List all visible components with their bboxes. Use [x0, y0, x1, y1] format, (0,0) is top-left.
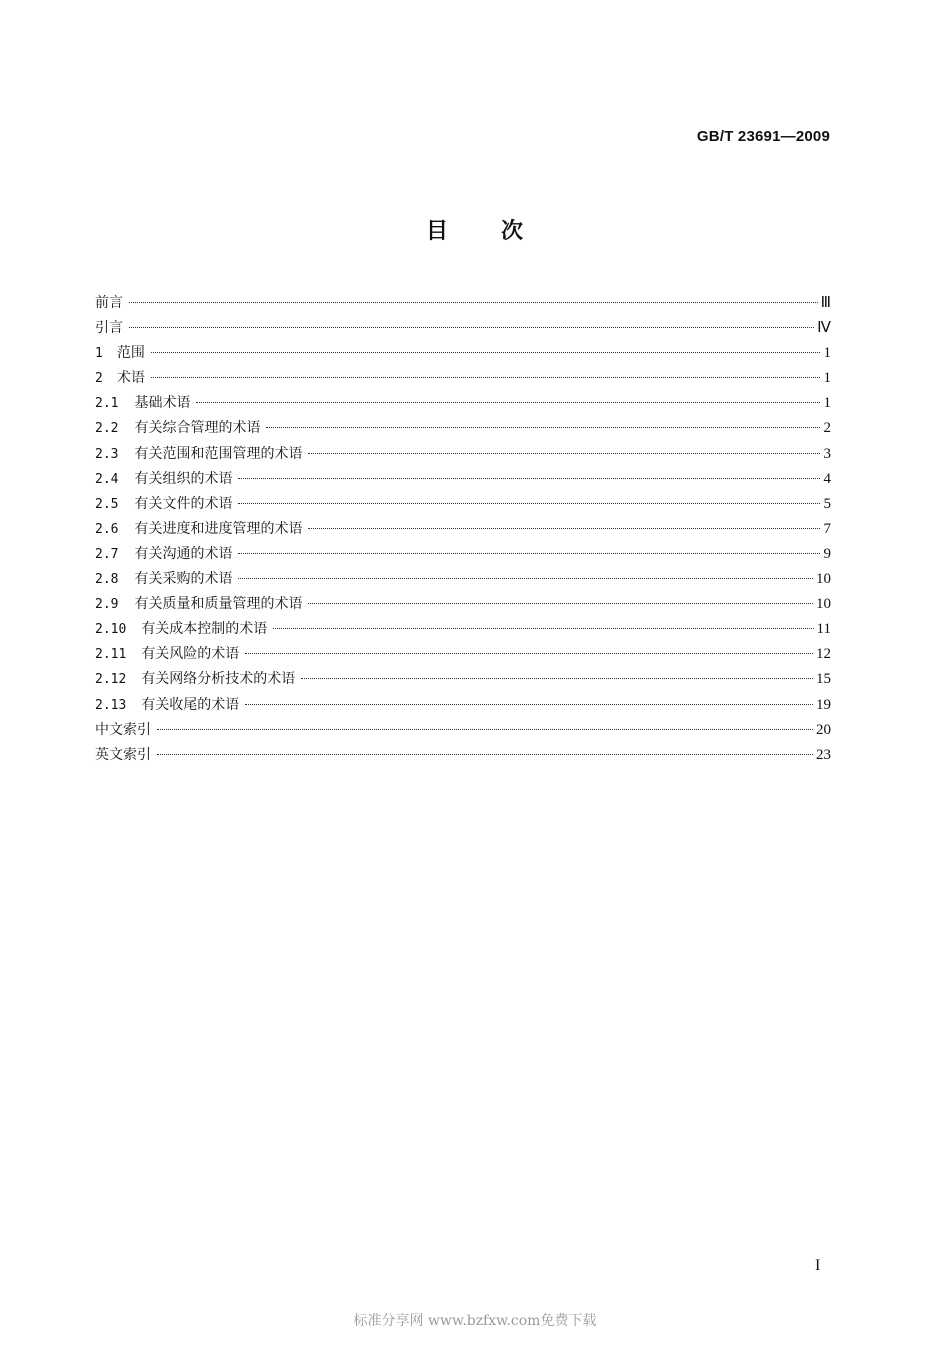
toc-entry-number: 2.7 [95, 546, 119, 562]
toc-entry[interactable] [95, 619, 831, 644]
toc-entry[interactable] [95, 293, 831, 318]
toc-entry[interactable] [95, 343, 831, 368]
toc-entry[interactable] [95, 569, 831, 594]
toc-entry-page: 1 [823, 370, 831, 387]
toc-entry[interactable] [95, 494, 831, 519]
toc-dot-leader [238, 478, 820, 479]
toc-entry[interactable] [95, 544, 831, 569]
toc-title-part2: 次 [501, 219, 525, 244]
toc-entry-number: 2.9 [95, 597, 119, 613]
toc-entry-label: 有关范围和范围管理的术语 [134, 445, 303, 462]
toc-dot-leader [308, 603, 813, 604]
toc-entry-number: 2.12 [95, 672, 127, 688]
toc-entry-number: 2.5 [95, 496, 119, 512]
toc-entry-label: 有关网络分析技术的术语 [141, 671, 296, 688]
toc-entry-number: 2.8 [95, 572, 119, 588]
toc-entry[interactable] [95, 519, 831, 544]
toc-dot-leader [129, 327, 814, 328]
toc-entry-number: 2.1 [95, 396, 119, 412]
toc-entry-page: 12 [816, 646, 831, 663]
toc-entry-label: 有关综合管理的术语 [134, 420, 261, 437]
toc-entry-number: 2.3 [95, 446, 119, 462]
toc-entry-label: 有关沟通的术语 [134, 545, 233, 562]
toc-entry-label: 有关采购的术语 [134, 571, 233, 588]
toc-entry[interactable] [95, 418, 831, 443]
toc-entry-page: 20 [816, 721, 831, 738]
toc-entry-page: 10 [816, 571, 831, 588]
toc-dot-leader [196, 402, 820, 403]
toc-dot-leader [308, 453, 820, 454]
toc-entry-label: 有关成本控制的术语 [141, 621, 268, 638]
toc-entry-page: 1 [823, 395, 831, 412]
toc-entry-label: 有关进度和进度管理的术语 [134, 520, 303, 537]
toc-entry-number: 2.11 [95, 647, 127, 663]
toc-entry[interactable] [95, 745, 831, 770]
standard-number: GB/T 23691—2009 [696, 128, 830, 145]
toc-dot-leader [129, 302, 818, 303]
toc-entry-label: 基础术语 [134, 395, 191, 412]
toc-dot-leader [151, 352, 820, 353]
toc-entry[interactable] [95, 695, 831, 720]
toc-entry-page: 9 [823, 545, 831, 562]
toc-entry[interactable] [95, 594, 831, 619]
toc-entry-page: 7 [823, 520, 831, 537]
toc-entry-page: 4 [823, 470, 831, 487]
toc-entry-label: 有关风险的术语 [141, 646, 240, 663]
toc-entry-page: 11 [816, 621, 831, 638]
toc-entry-label: 范围 [116, 345, 145, 362]
toc-entry[interactable] [95, 368, 831, 393]
toc-entry-page: 15 [816, 671, 831, 688]
toc-entry-label: 英文索引 [95, 746, 151, 763]
toc-dot-leader [238, 553, 820, 554]
toc-entry-label: 引言 [95, 320, 123, 337]
toc-entry[interactable] [95, 669, 831, 694]
toc-entry-label: 有关质量和质量管理的术语 [134, 596, 303, 613]
toc-entry-page: 10 [816, 596, 831, 613]
toc-entry-number: 2.6 [95, 521, 119, 537]
watermark: 标准分享网 www.bzfxw.com免费下载 [353, 1313, 597, 1329]
toc-dot-leader [238, 578, 813, 579]
toc-entry-page: 5 [823, 495, 831, 512]
toc-entry[interactable] [95, 393, 831, 418]
toc-dot-leader [245, 704, 813, 705]
toc-entry-page: 19 [816, 696, 831, 713]
toc-entry-page: Ⅲ [820, 295, 831, 311]
toc-entry-label: 有关文件的术语 [134, 495, 233, 512]
toc-dot-leader [308, 528, 820, 529]
toc-dot-leader [151, 377, 820, 378]
toc-entry-number: 2 [95, 371, 103, 387]
toc-entry-number: 2.2 [95, 421, 119, 437]
toc-entry-page: 23 [816, 746, 831, 763]
page-number: I [815, 1257, 821, 1274]
toc-entry-label: 前言 [95, 295, 123, 311]
toc-entry-label: 中文索引 [95, 721, 151, 738]
toc-entry[interactable] [95, 444, 831, 469]
toc-dot-leader [245, 653, 813, 654]
toc-dot-leader [157, 754, 813, 755]
toc-dot-leader [157, 729, 813, 730]
toc-entry-label: 术语 [116, 370, 145, 387]
toc-entry[interactable] [95, 644, 831, 669]
toc-entry[interactable] [95, 720, 831, 745]
toc-entry-page: 1 [823, 345, 831, 362]
toc-entry-page: 2 [823, 420, 831, 437]
toc-entry-page: Ⅳ [817, 320, 831, 337]
toc-dot-leader [301, 678, 813, 679]
toc-dot-leader [273, 628, 813, 629]
toc-entry-page: 3 [823, 445, 831, 462]
toc-entry-label: 有关组织的术语 [134, 470, 233, 487]
toc-dot-leader [238, 503, 820, 504]
toc-entry-number: 1 [95, 346, 103, 362]
toc-title-part1: 目 [425, 219, 449, 244]
toc-title [0, 214, 950, 245]
toc-entry[interactable] [95, 469, 831, 494]
toc-entry-label: 有关收尾的术语 [141, 696, 240, 713]
toc-entry-number: 2.13 [95, 697, 127, 713]
toc-entry[interactable] [95, 318, 831, 343]
toc-entry-number: 2.4 [95, 471, 119, 487]
toc-entry-number: 2.10 [95, 622, 127, 638]
toc-dot-leader [266, 427, 820, 428]
toc-list [95, 293, 831, 770]
